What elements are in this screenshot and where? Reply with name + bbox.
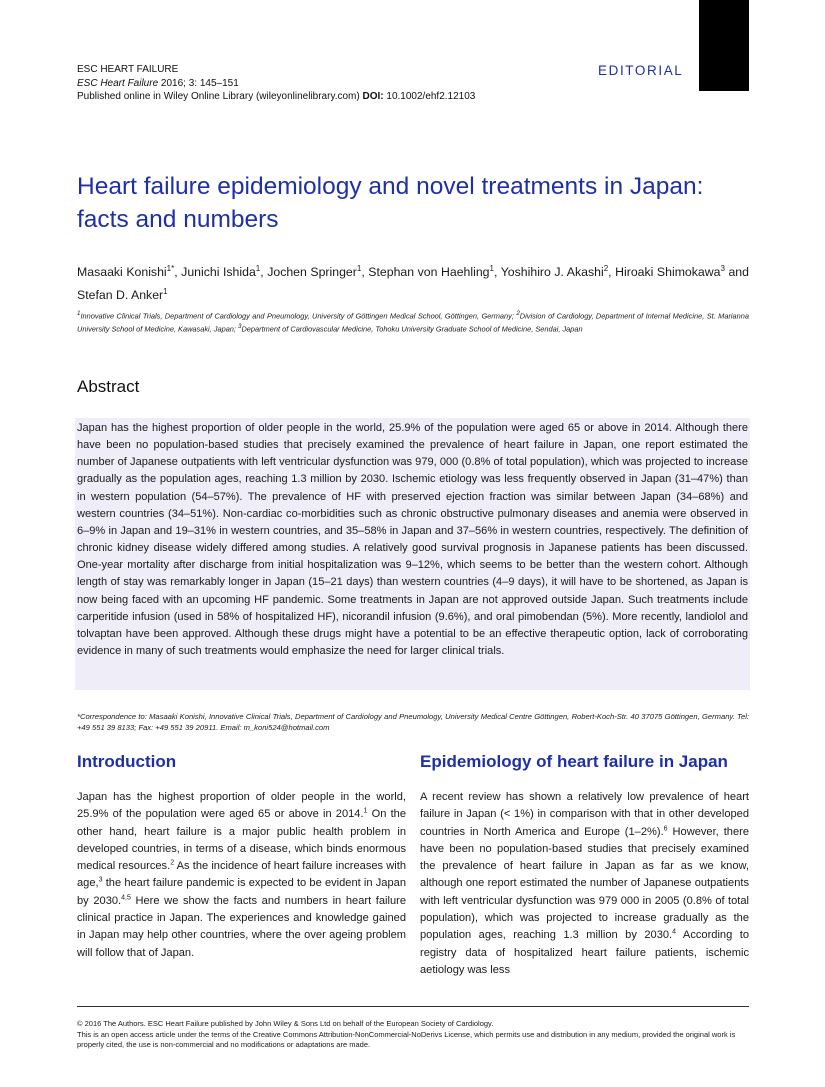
introduction-heading: Introduction — [77, 752, 177, 771]
license-line: This is an open access article under the terms of the Creative Commons Attribution-NonCommercial-NoDerivs License, which permits use and distribution in any medium, provided the original work is properly cited, the use is non-commercial and no modifications or adaptations are made. — [77, 1029, 736, 1049]
citation-journal: ESC Heart Failure — [77, 77, 159, 89]
citation-ref[interactable]: 1 — [363, 807, 368, 815]
author-affiliation-mark: 1 — [163, 287, 168, 297]
author-name: Yoshihiro J. Akashi — [500, 265, 604, 280]
author-affiliation-mark: 2 — [603, 264, 609, 273]
author-affiliation-mark: 1 — [489, 264, 494, 273]
header-black-tab — [699, 0, 749, 91]
epidemiology-heading: Epidemiology of heart failure in Japan — [420, 752, 728, 771]
citation-volume: 2016; 3: 145–151 — [158, 77, 239, 89]
citation-ref[interactable]: 4 — [672, 928, 677, 936]
affiliation-text: Department of Cardiovascular Medicine, Tohoku University Graduate School of Medicine, Sendai, Japan — [241, 324, 583, 334]
correspondence-note: *Correspondence to: Masaaki Konishi, Innovative Clinical Trials, Department of Cardiology and Pneumology, University Medical Centre Göttingen, Robert-Koch-Str. 40 37075 Göttingen, Germany. Tel: +49 551 39 8133; Fax: +49 551 39 20911. Email: m_koni524@hotmail.com — [77, 712, 749, 732]
epidemiology-body: A recent review has shown a relatively low prevalence of heart failure in Japan (< 1%) in comparison with that in other developed countries in North America and Europe (1–2%).$^6$ However, there have been no population-based studies that precisely examined the prevalence of heart failure in Japan as far as we know, although one report estimated the number of Japanese outpatients with left ventricular dysfunction was 979 000 in 2005 (0.8% of total population), which was projected to increase gradually as the population ages, reaching 1.3 million by 2030.$^4$ According to registry data of hospitalized heart failure patients, ischemic aetiology was less — [420, 791, 749, 976]
citation-ref[interactable]: 2 — [170, 859, 175, 867]
introduction-body: Japan has the highest proportion of older people in the world, 25.9% of the population were aged 65 or above in 2014.$^1$ On the other hand, heart failure is a major public health problem in developed countries, in terms of a disease, which binds enormous medical resources.$^2$ As the incidence of heart failure increases with age,$^3$ the heart failure pandemic is expected to be evident in Japan by 2030.$^{4,5}$ Here we show the facts and numbers in heart failure clinical practice in Japan. The experiences and knowledge gained in Japan may help other countries, where the over ageing problem will follow that of Japan. — [77, 791, 407, 959]
affiliation-text: Division of Cardiology, Department of Internal Medicine, St. Marianna University School of Medicine, Kawasaki, Japan; — [77, 311, 749, 334]
citation-ref[interactable]: 6 — [663, 824, 668, 832]
journal-meta — [77, 63, 475, 104]
affiliation-text: Innovative Clinical Trials, Department of Cardiology and Pneumology, University of Göttingen Medical School, Göttingen, Germany; — [80, 311, 517, 321]
citation-ref[interactable]: 3 — [98, 876, 103, 884]
affiliations — [77, 309, 749, 336]
author-list: Masaaki Konishi$^{1*}$, Junichi Ishida$^1$, Jochen Springer$^1$, Stephan von Haehling$^1$, Yoshihiro J. Akashi$^2$, Hiroaki Shimokawa$^3$ and Stefan D. Anker$^1$ — [77, 264, 749, 303]
author-affiliation-mark: 1 — [356, 264, 362, 273]
journal-name: ESC HEART FAILURE — [77, 64, 179, 75]
footer-divider — [77, 1006, 749, 1007]
author-name: Stefan D. Anker — [77, 288, 164, 303]
doi-link[interactable]: 10.1002/ehf2.12103 — [383, 91, 476, 102]
article-title: Heart failure epidemiology and novel treatments in Japan: facts and numbers — [77, 173, 704, 233]
publication-line — [77, 90, 475, 104]
copyright-line: © 2016 The Authors. ESC Heart Failure published by John Wiley & Sons Ltd on behalf of the European Society of Cardiology. — [77, 1019, 494, 1028]
section-label: EDITORIAL — [598, 63, 684, 78]
citation-ref[interactable]: 4,5 — [121, 894, 131, 902]
affiliation-mark: 3 — [238, 323, 242, 331]
citation — [77, 77, 475, 91]
author-name: Masaaki Konishi — [77, 265, 167, 280]
abstract-heading: Abstract — [77, 377, 140, 396]
author-name: Junichi Ishida — [181, 265, 256, 280]
author-name: Stephan von Haehling — [368, 265, 490, 280]
license-footer — [77, 1019, 749, 1051]
affiliation-mark: 1 — [77, 310, 81, 317]
affiliation-mark: 2 — [516, 310, 520, 317]
abstract-text: Japan has the highest proportion of older people in the world, 25.9% of the population were aged 65 or above in 2014. Although there have been no population-based studies that precisely examined the prevalence of heart failure in Japan, one report estimated the number of Japanese outpatients with left ventricular dysfunction was 979, 000 (0.8% of total population), which was projected to increase gradually as the population ages, reaching 1.3 million by 2030. Ischemic etiology was less frequently observed in Japan (31–47%) than in western population (54–57%). The prevalence of HF with preserved ejection fraction was similar between Japan (34–68%) and western countries (34–51%). Non-cardiac co-morbidities such as chronic obstructive pulmonary diseases and anemia were observed in 6–9% in Japan and 19–31% in western countries, and 35–58% in Japan and 37–56% in western countries, respectively. The definition of chronic kidney disease widely differed among studies. A relatively good survival prognosis in Japanese patients has been discussed. One-year mortality after discharge from initial hospitalization was 9–12%, which seems to be better than the western cohort. Although length of stay was remarkably longer in Japan (15–21 days) than western countries (4–9 days), it will have to be shortened, as Japan is now being faced with an upcoming HF pandemic. Some treatments in Japan are not approved outside Japan. Such treatments include carperitide infusion (used in 58% of hospitalized HF), nicorandil infusion (9.6%), and oral pimobendan (5%). More recently, landiolol and tolvaptan have been approved. Although these drugs might have a potential to be an effective therapeutic option, lack of corroborating evidence in many of such treatments would emphasize the need for larger clinical trials. — [77, 422, 748, 658]
published-online: Published online in Wiley Online Library (wileyonlinelibrary.com) — [77, 91, 363, 102]
author-name: Jochen Springer — [267, 265, 357, 280]
author-name: Hiroaki Shimokawa — [615, 265, 721, 280]
author-affiliation-mark: 1* — [166, 264, 175, 273]
author-affiliation-mark: 3 — [720, 264, 725, 273]
author-affiliation-mark: 1 — [255, 264, 261, 273]
doi-label: DOI: — [362, 91, 384, 102]
